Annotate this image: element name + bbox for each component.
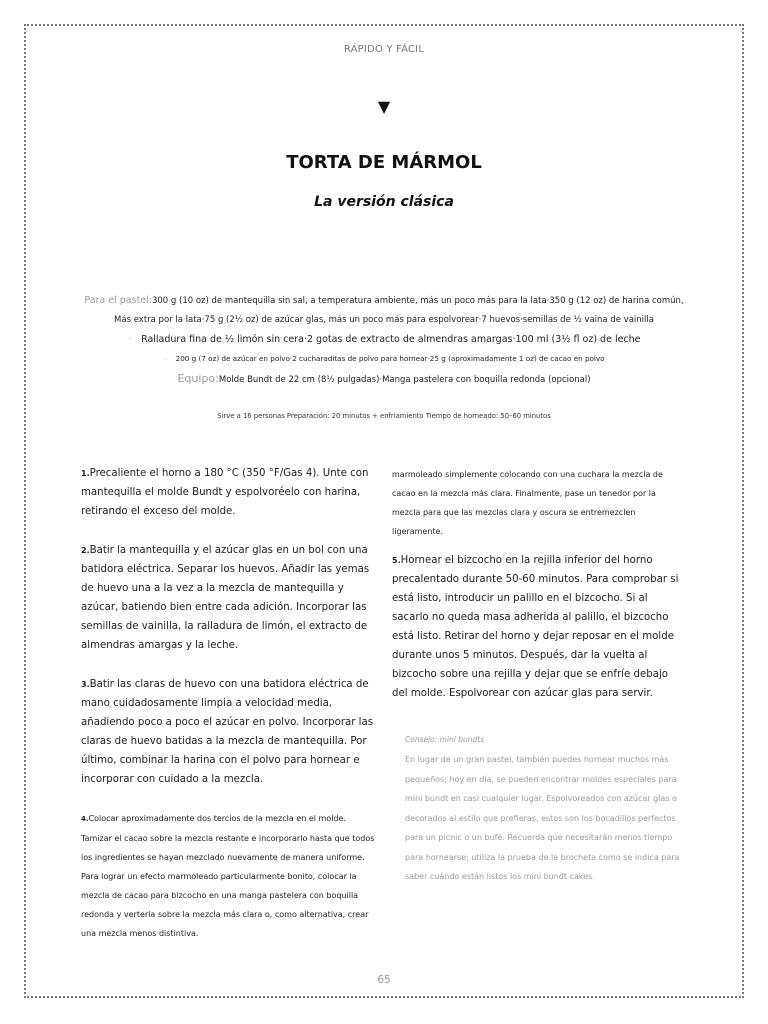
ingredients-text: Más extra por la lata·75 g (2½ oz) de azúcar glas, más un poco más para espolvorear·7 huevos·semillas de ½ vaina de vainilla [114, 315, 654, 325]
method-column-right [392, 465, 682, 723]
equipment-text: Molde Bundt de 22 cm (8½ pulgadas)·Manga pastelera con boquilla redonda (opcional) [218, 375, 591, 385]
recipe-subtitle: La versión clásica [314, 194, 454, 210]
step-text: Hornear el bizcocho en la rejilla inferior del horno precalentado durante 50-60 minutos. Para comprobar si está listo, introducir un palillo en el bizcocho. Si al sacarlo no queda masa adherida al palillo, el bizcocho está listo. Retirar del horno y dejar reposar en el molde durante unos 5 minutos. Después, dar la vuelta al bizcocho sobre una rejilla y dejar que se enfríe debajo del molde. Espolvorear con azúcar glas para servir. [392, 555, 679, 699]
ingredients-text: 200 g (7 oz) de azúcar en polvo·2 cucharaditas de polvo para hornear·25 g (aproximadamente 1 oz) de cacao en polvo [175, 354, 605, 363]
cake-ingredients-label: Para el pastel: [84, 295, 152, 306]
triangle-down-icon: ▼ [377, 97, 391, 116]
method-step [81, 809, 379, 943]
ingredients-text: Ralladura fina de ½ limón sin cera·2 gotas de extracto de almendras amargas·100 ml (3½ fl oz) de leche [141, 334, 641, 345]
step-text: Precaliente el horno a 180 °C (350 °F/Gas 4). Unte con mantequilla el molde Bundt y espolvoréelo con harina, retirando el exceso del molde. [81, 468, 369, 517]
ingredients-line [0, 295, 768, 306]
ingredients-line [0, 334, 768, 345]
tip-body: En lugar de un gran pastel, también puedes hornear muchos más pequeños; hoy en día, se pueden encontrar moldes especiales para mini bundt en casi cualquier lugar. Espolvoreados con azúcar glas o decorados al estilo que prefieras, estos son los bocadillos perfectos para un picnic o un bufé. Recuerda que necesitarán menos tiempo para hornearse; utiliza la prueba de la brocheta como se indica para saber cuándo están listos los mini bundt cakes. [405, 755, 680, 881]
step-number: 3. [81, 680, 90, 689]
step-number: 4. [81, 815, 89, 823]
ingredients-line [0, 354, 768, 363]
serving-info: Sirve a 16 personas Preparación: 20 minutos + enfriamiento Tiempo de horneado: 50–60 minutos [217, 412, 551, 420]
equipment-line [0, 372, 768, 385]
method-step [81, 675, 379, 789]
ingredients-text: 300 g (10 oz) de mantequilla sin sal, a temperatura ambiente, más un poco más para la lata·350 g (12 oz) de harina común, [151, 296, 684, 306]
step-number: 2. [81, 546, 90, 555]
tip-box [405, 732, 680, 887]
bullet-icon: ◦ [127, 334, 134, 345]
method-step [81, 464, 379, 521]
equipment-label: Equipo: [177, 372, 219, 385]
step-text: Colocar aproximadamente dos tercios de la mezcla en el molde. Tamizar el cacao sobre la mezcla restante e incorporarlo hasta que todos los ingredientes se hayan mezclado nuevamente de manera uniforme. Para lograr un efecto marmoleado particularmente bonito, colocar la mezcla de cacao para bizcocho en una manga pastelera con boquilla redonda y verterla sobre la mezcla más clara o, como alternativa, crear una mezcla menos distintiva. [81, 814, 375, 938]
step-text: Batir la mantequilla y el azúcar glas en un bol con una batidora eléctrica. Separar los huevos. Añadir las yemas de huevo una a la vez a la mezcla de mantequilla y azúcar, batiendo bien entre cada adición. Incorporar las semillas de vainilla, la ralladura de limón, el extracto de almendras amargas y la leche. [81, 545, 370, 651]
page-number: 65 [377, 974, 391, 986]
recipe-title: TORTA DE MÁRMOL [286, 152, 482, 173]
section-header: RÁPIDO Y FÁCIL [343, 44, 425, 55]
tip-title: Consejo: mini bundts [405, 735, 485, 744]
method-step [392, 551, 682, 703]
method-step [81, 541, 379, 655]
ingredients-line [0, 315, 768, 325]
step-text: Batir las claras de huevo con una batidora eléctrica de mano cuidadosamente limpia a velocidad media, añadiendo poco a poco el azúcar en polvo. Incorporar las claras de huevo batidas a la mezcla de mantequilla. Por último, combinar la harina con el polvo para hornear e incorporar con cuidado a la mezcla. [81, 679, 374, 785]
step-number: 5. [392, 556, 401, 565]
step-continuation: marmoleado simplemente colocando con una cuchara la mezcla de cacao en la mezcla más clara. Finalmente, pase un tenedor por la mezcla para que las mezclas clara y oscura se entremezclen ligeramente. [392, 470, 663, 536]
step-number: 1. [81, 469, 90, 478]
bullet-icon: ◦ [163, 354, 168, 363]
method-column-left [81, 464, 379, 963]
